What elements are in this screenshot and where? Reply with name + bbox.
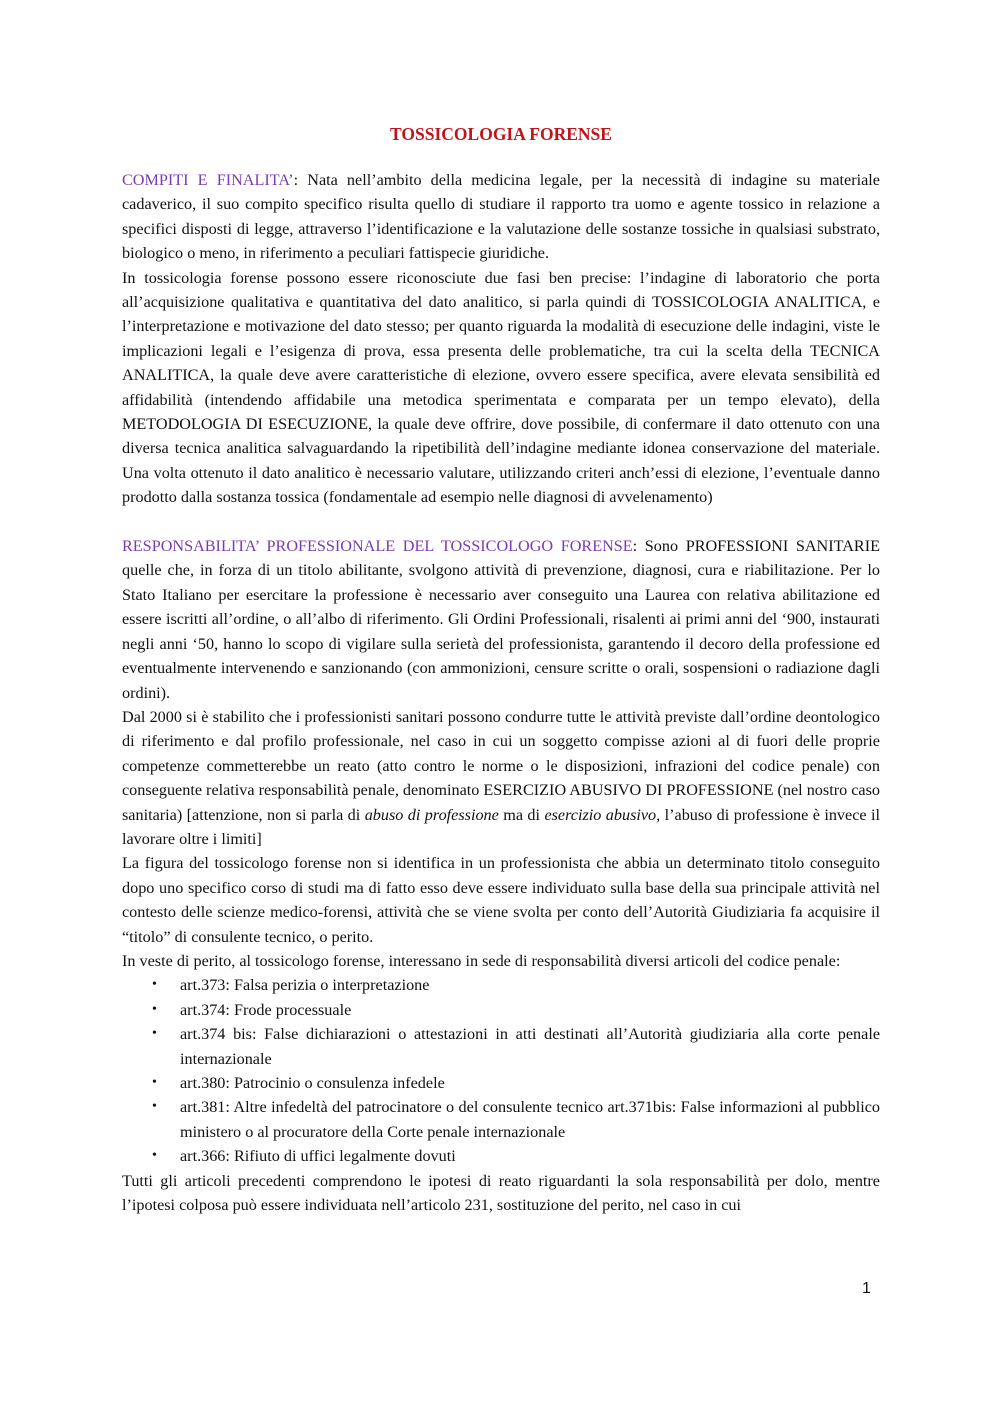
page-content bbox=[122, 122, 880, 1217]
page-title: TOSSICOLOGIA FORENSE bbox=[390, 124, 612, 144]
section1-paragraph-1 bbox=[122, 168, 880, 266]
section2-paragraph-4: In veste di perito, al tossicologo forense, interessano in sede di responsabilità diversi articoli del codice penale: bbox=[122, 951, 841, 970]
list-item: • art.380: Patrocinio o consulenza infedele bbox=[180, 1071, 880, 1095]
section-spacer bbox=[122, 510, 880, 534]
section1-paragraph-2: In tossicologia forense possono essere riconosciute due fasi ben precise: l’indagine di laboratorio che porta all’acquisizione qualitativa e quantitativa del dato analitico, si parla quindi di TOSSICOLOGIA ANALITICA, e l’interpretazione e motivazione del dato stesso; per quanto riguarda la modalità di esecuzione delle indagini, viste le implicazioni legali e l’esigenza di prova, essa presenta delle problematiche, tra cui la scelta della TECNICA ANALITICA, la quale deve avere caratteristiche di elezione, ovvero essere specifica, avere elevata sensibilità ed affidabilità (intendendo affidabile una metodica sperimentata e comparata per un tempo elevato), della METODOLOGIA DI ESECUZIONE, la quale deve offrire, dove possibile, di confermare il dato ottenuto con una diversa tecnica analitica salvaguardando la ripetibilità dell’indagine mediante idonea conservazione del materiale. Una volta ottenuto il dato analitico è necessario valutare, utilizzando criteri anch’essi di elezione, l’eventuale danno prodotto dalla sostanza tossica (fondamentale ad esempio nelle diagnosi di avvelenamento) bbox=[122, 268, 880, 507]
page-number: 1 bbox=[862, 1280, 871, 1297]
list-item: • art.366: Rifiuto di uffici legalmente dovuti bbox=[180, 1144, 880, 1168]
emphasis-abuso: abuso di professione bbox=[364, 805, 499, 824]
section2-paragraph-3: La figura del tossicologo forense non si identifica in un professionista che abbia un determinato titolo conseguito dopo uno specifico corso di studi ma di fatto esso deve essere individuato sulla base della sua principale attività nel contesto delle scienze medico-forensi, attività che se viene svolta per conto dell’Autorità Giudiziaria fa acquisire il “titolo” di consulente tecnico, o perito. bbox=[122, 854, 880, 946]
section2-paragraph-5: Tutti gli articoli precedenti comprendono le ipotesi di reato riguardanti la sola responsabilità per dolo, mentre l’ipotesi colposa può essere individuata nell’articolo 231, sostituzione del perito, nel caso in cui bbox=[122, 1171, 880, 1215]
list-item: • art.374 bis: False dichiarazioni o attestazioni in atti destinati all’Autorità giudiziaria alla corte penale internazionale bbox=[180, 1022, 880, 1071]
section2-paragraph-2-part-b: ma di bbox=[498, 805, 545, 824]
section1-paragraph-1-text: : Nata nell’ambito della medicina legale, per la necessità di indagine su materiale cadaverico, il suo compito specifico risulta quello di studiare il rapporto tra uomo e agente tossico in relazione a specifici disposti di legge, attraverso l’identificazione e la valutazione delle sostanze tossiche in qualsiasi substrato, biologico o meno, in riferimento a peculiari fattispecie giuridiche. bbox=[122, 171, 880, 263]
section2-heading: RESPONSABILITA’ PROFESSIONALE DEL TOSSICOLOGO FORENSE bbox=[122, 537, 633, 556]
section2-paragraph-1-text: : Sono PROFESSIONI SANITARIE quelle che, in forza di un titolo abilitante, svolgono attività di prevenzione, diagnosi, cura e riabilitazione. Per lo Stato Italiano per esercitare la professione è necessario aver conseguito una Laurea con relativa abilitazione ed essere iscritti all’ordine, o all’albo di riferimento. Gli Ordini Professionali, risalenti ai primi anni del ‘900, instaurati negli anni ‘50, hanno lo scopo di vigilare sulla serietà del professionista, garantendo il decoro della professione ed eventualmente intervenendo e sanzionando (con ammonizioni, censure scritte o orali, sospensioni o radiazione dagli ordini). bbox=[122, 537, 880, 702]
articles-list bbox=[122, 973, 880, 1168]
list-item: • art.381: Altre infedeltà del patrocinatore o del consulente tecnico art.371bis: False informazioni al pubblico ministero o al procuratore della Corte penale internazionale bbox=[180, 1095, 880, 1144]
section2-paragraph-2-part-c: l’abuso di professione è invece il lavorare oltre i limiti] bbox=[122, 805, 880, 848]
list-item: • art.373: Falsa perizia o interpretazione bbox=[180, 973, 880, 997]
section2-paragraph-1 bbox=[122, 534, 880, 705]
section1-heading: COMPITI E FINALITA’ bbox=[122, 171, 294, 189]
list-item: • art.374: Frode processuale bbox=[180, 998, 880, 1022]
section2-paragraph-2-part-a: Dal 2000 si è stabilito che i professionisti sanitari possono condurre tutte le attività previste dall’ordine deontologico di riferimento e dal profilo professionale, nel caso in cui un soggetto compisse azioni al di fuori delle proprie competenze commetterebbe un reato (atto contro le norme o le disposizioni, infrazioni del codice penale) con conseguente relativa responsabilità penale, denominato ESERCIZIO ABUSIVO DI PROFESSIONE (nel nostro caso sanitaria) [attenzione, non si parla di bbox=[122, 707, 880, 824]
emphasis-esercizio: esercizio abusivo, bbox=[544, 805, 661, 824]
section2-paragraph-2 bbox=[122, 705, 880, 851]
